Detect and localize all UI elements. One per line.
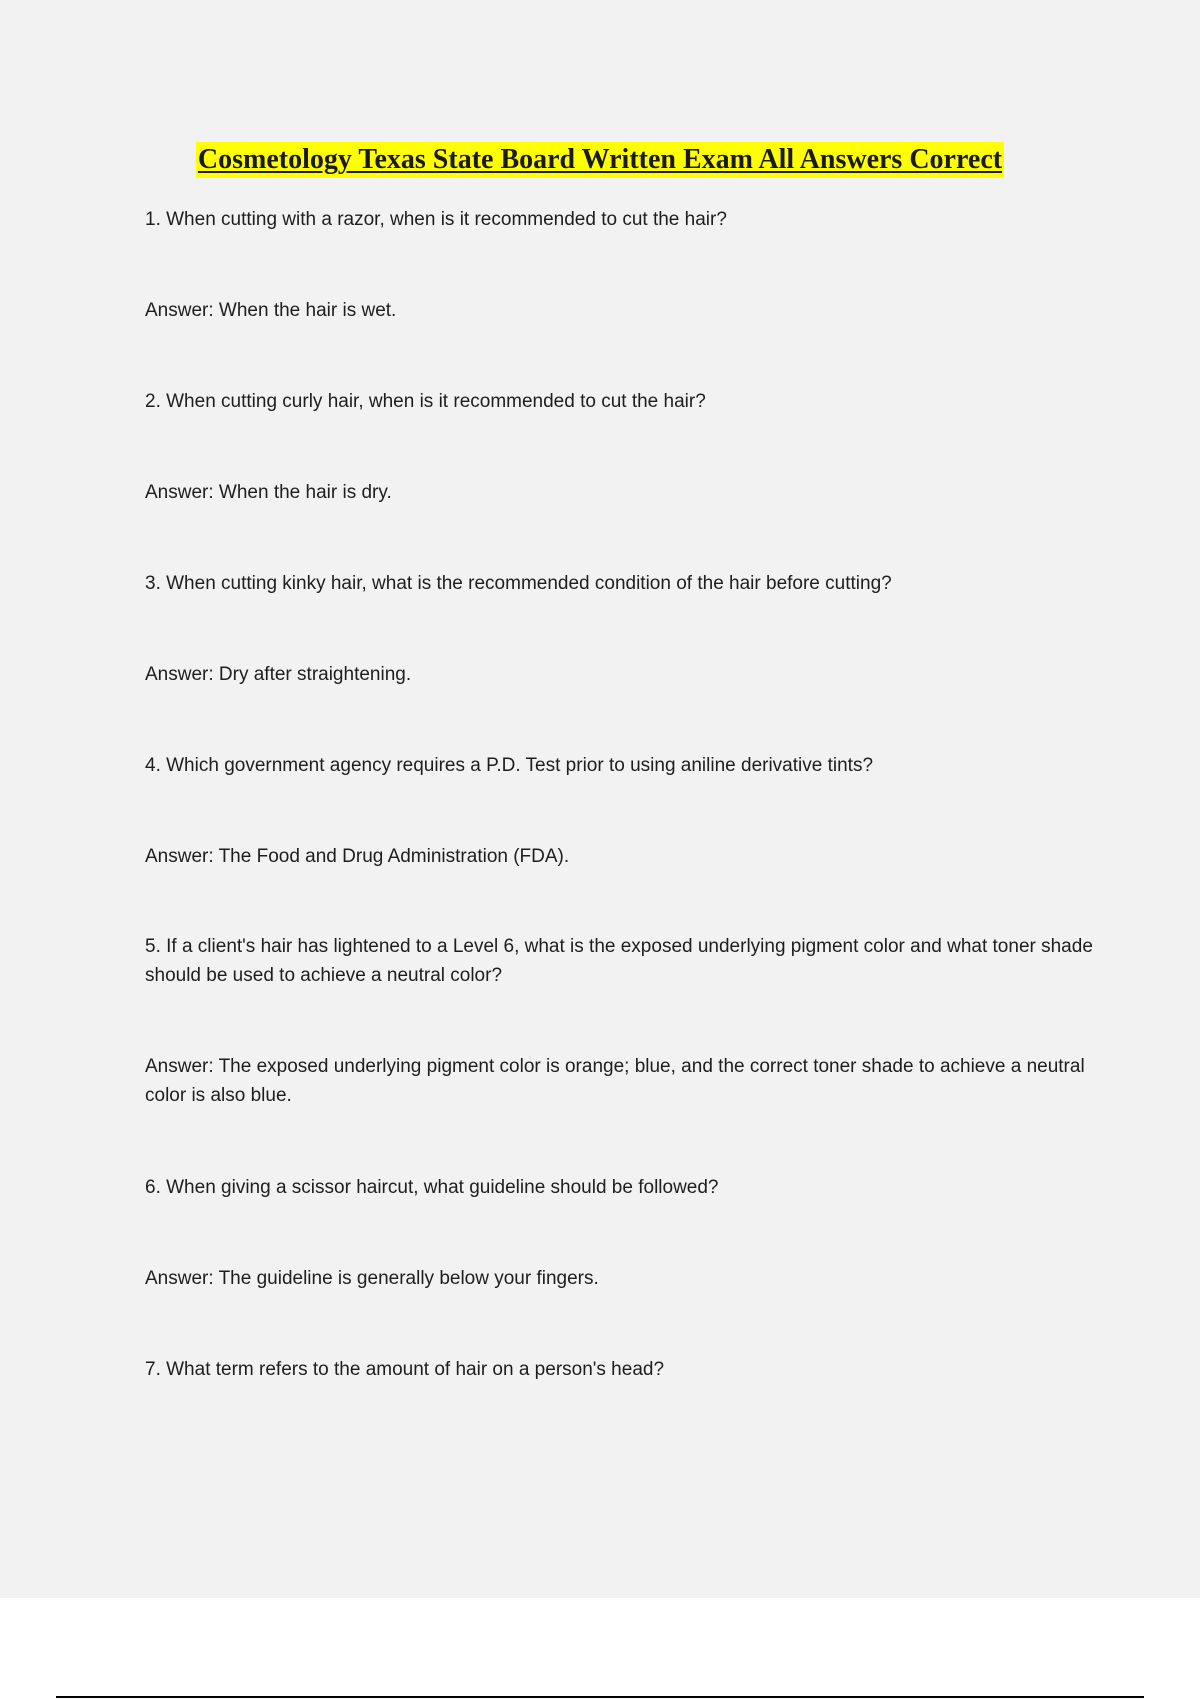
question-4: 4. Which government agency requires a P.D. Test prior to using aniline derivative tints?: [145, 755, 874, 776]
question-2: 2. When cutting curly hair, when is it recommended to cut the hair?: [145, 391, 706, 412]
answer-3: Answer: Dry after straightening.: [145, 664, 412, 685]
question-1: 1. When cutting with a razor, when is it recommended to cut the hair?: [145, 209, 727, 230]
question-6: 6. When giving a scissor haircut, what guideline should be followed?: [145, 1177, 719, 1198]
answer-6: Answer: The guideline is generally below your fingers.: [145, 1268, 599, 1289]
footer-divider: [56, 1696, 1144, 1698]
answer-1: Answer: When the hair is wet.: [145, 300, 397, 321]
document-title: Cosmetology Texas State Board Written Exam All Answers Correct: [196, 142, 1004, 178]
answer-4: Answer: The Food and Drug Administration (FDA).: [145, 846, 570, 867]
question-7: 7. What term refers to the amount of hair on a person's head?: [145, 1359, 665, 1380]
answer-5: Answer: The exposed underlying pigment color is orange; blue, and the correct toner shade to achieve a neutral color is also blue.: [145, 1056, 1085, 1106]
question-3: 3. When cutting kinky hair, what is the recommended condition of the hair before cutting?: [145, 573, 892, 594]
title-container: [0, 142, 1200, 178]
question-5: 5. If a client's hair has lightened to a Level 6, what is the exposed underlying pigment color and what toner shade should be used to achieve a neutral color?: [145, 936, 1093, 986]
answer-2: Answer: When the hair is dry.: [145, 482, 392, 503]
